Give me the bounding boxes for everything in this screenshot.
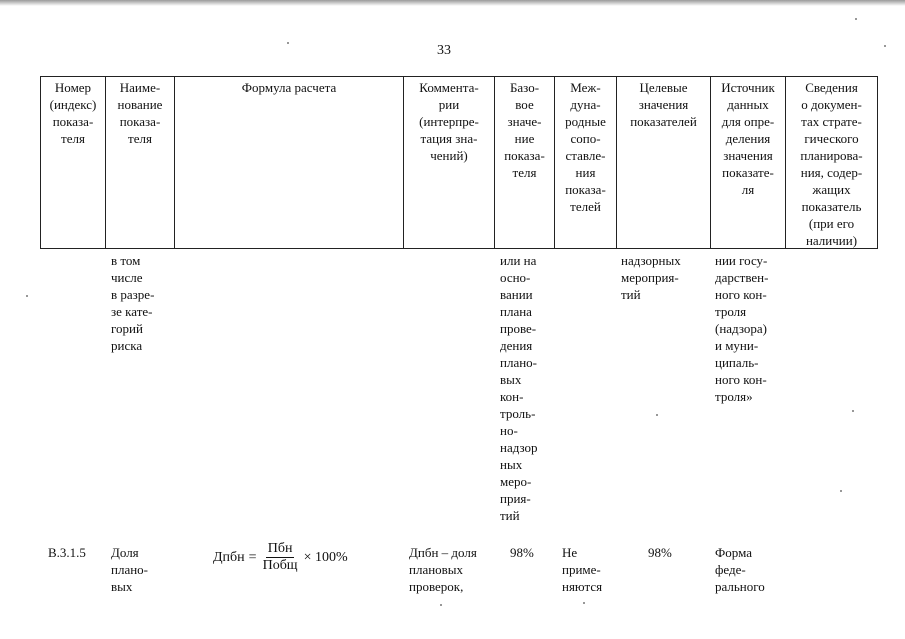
header-data-source: Источник данных для опре- деления значения показате- ля — [721, 80, 775, 197]
formula-fraction — [261, 541, 300, 574]
header-comment: Коммента- рии (интерпре- тация зна- чений) — [419, 80, 479, 163]
continuation-data-source: нии госу- дарствен- ного кон- троля (надзора) и муни- ципаль- ного кон- троля» — [715, 253, 769, 404]
row-target-values: 98% — [648, 545, 672, 560]
header-base-value: Базо- вое значе- ние показа- теля — [504, 80, 545, 180]
row-name: Доля плано- вых — [111, 545, 149, 594]
formula-rhs: × 100% — [303, 550, 348, 565]
row-data-source: Форма феде- рального — [715, 545, 765, 594]
scan-speck — [656, 414, 658, 416]
formula-numerator: Пбн — [267, 541, 293, 556]
table-top-border — [40, 76, 878, 77]
scan-edge — [0, 0, 905, 6]
table-header-bottom-border — [40, 248, 878, 249]
continuation-target-values: надзорных мероприя- тий — [621, 253, 681, 302]
row-comment: Дпбн – доля плановых проверок, — [409, 545, 477, 594]
row-base-value: 98% — [510, 545, 534, 560]
header-index: Номер (индекс) показа- теля — [49, 80, 97, 146]
header-strategic-docs: Сведения о докумен- тах страте- гического планирова- ния, содер- жащих показатель (при его наличии) — [800, 80, 863, 248]
scan-speck — [855, 18, 857, 20]
continuation-name: в том числе в разре- зе кате- горий риска — [111, 253, 155, 353]
scan-speck — [26, 295, 28, 297]
header-name: Наиме- нование показа- теля — [117, 80, 163, 146]
formula — [213, 541, 348, 574]
scan-speck — [884, 45, 886, 47]
scan-speck — [852, 410, 854, 412]
scan-speck — [840, 490, 842, 492]
formula-denominator: Побщ — [262, 558, 298, 573]
formula-equals: = — [248, 550, 257, 565]
scan-speck — [287, 42, 289, 44]
formula-lhs: Дпбн — [213, 550, 245, 565]
header-international: Меж- дуна- родные сопо- ставле- ния показа- телей — [565, 80, 606, 214]
page-number: 33 — [437, 43, 451, 58]
table-border-3 — [174, 76, 175, 249]
continuation-base-value: или на осно- вании плана прове- дения плано- вых кон- троль- но- надзор ных меро- прия- тий — [500, 253, 538, 523]
scan-speck — [440, 604, 442, 606]
row-index: В.3.1.5 — [48, 545, 86, 560]
row-international: Не приме- няются — [562, 545, 603, 594]
header-formula: Формула расчета — [241, 80, 337, 95]
header-target-values: Целевые значения показателей — [630, 80, 697, 129]
scan-speck — [583, 602, 585, 604]
table-border-10 — [877, 76, 878, 249]
